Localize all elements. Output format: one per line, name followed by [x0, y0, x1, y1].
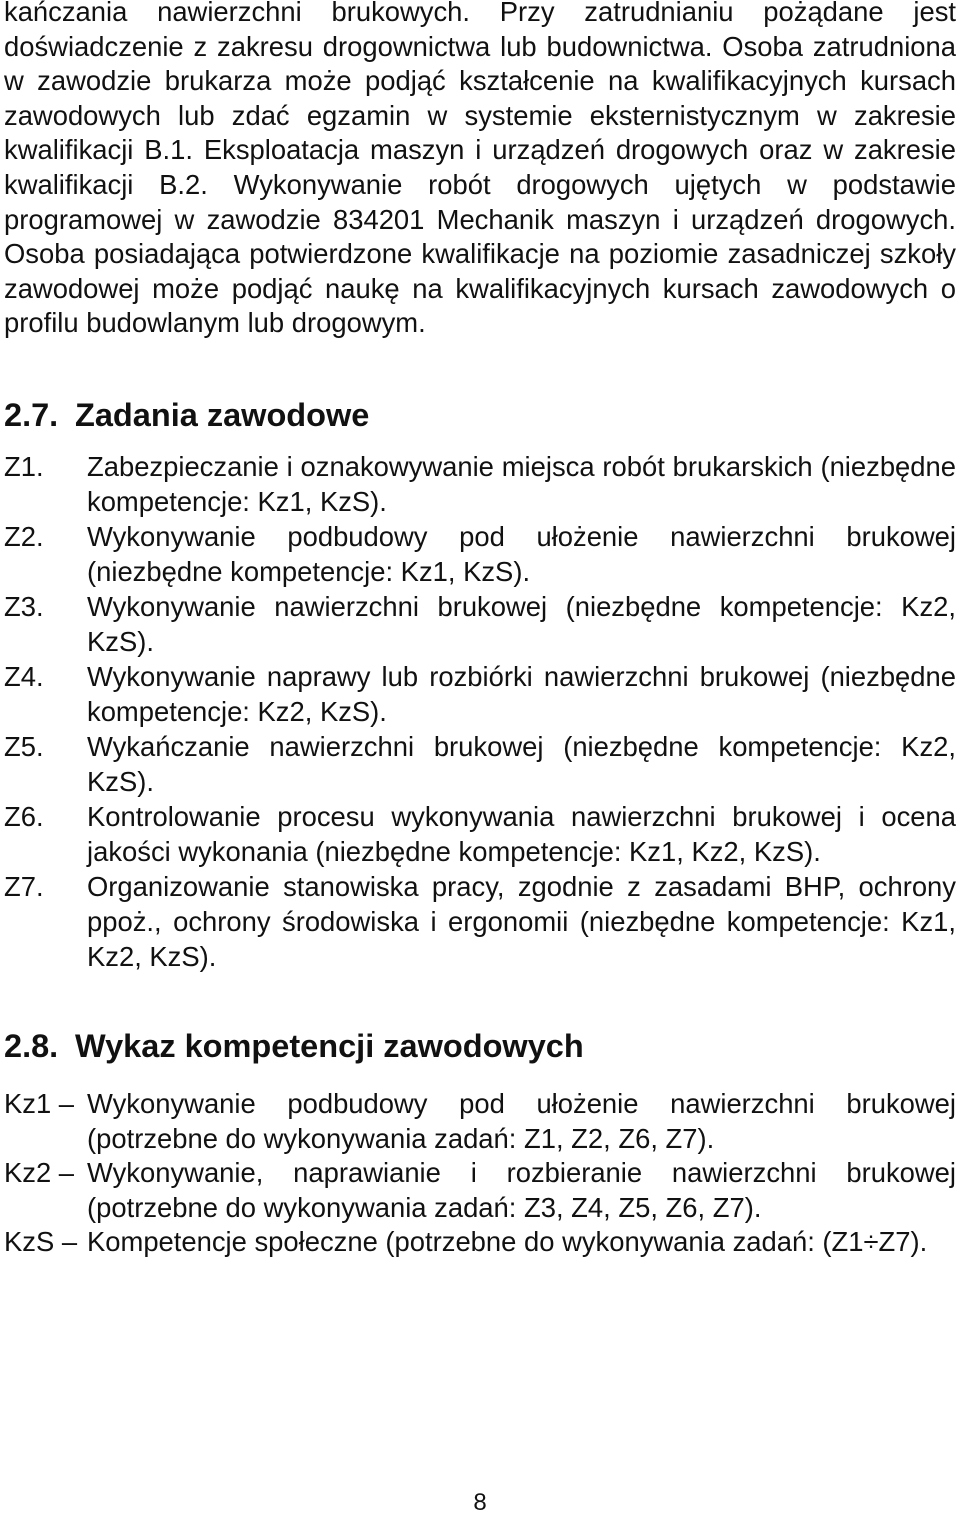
task-item [4, 660, 956, 729]
task-text: Organizowanie stanowiska pracy, zgodnie z zasadami BHP, ochrony ppoż., ochrony środowiska i ergonomii (niezbędne kompetencje: Kz1, Kz2, KzS). [87, 871, 956, 972]
competency-text: Wykonywanie podbudowy pod ułożenie nawierzchni brukowej (potrzebne do wykonywania zadań: Z1, Z2, Z6, Z7). [87, 1088, 956, 1154]
competency-code: Kz1 – [4, 1088, 75, 1119]
page-number: 8 [473, 1489, 487, 1516]
competency-code: Kz2 – [4, 1157, 75, 1189]
section-title: Zadania zawodowe [75, 397, 370, 433]
task-text: Wykonywanie nawierzchni brukowej (niezbędne kompetencje: Kz2, KzS). [87, 591, 956, 657]
section-heading-2-7 [4, 395, 369, 435]
competency-text: Wykonywanie, naprawianie i rozbieranie nawierzchni brukowej (potrzebne do wykonywania zadań: Z3, Z4, Z5, Z6, Z7). [87, 1157, 956, 1223]
competency-list [4, 1087, 956, 1260]
section-number: 2.7. [4, 397, 59, 433]
task-code: Z3. [4, 591, 44, 623]
task-text: Kontrolowanie procesu wykonywania nawierzchni brukowej i ocena jakości wykonania (niezbędne kompetencje: Kz1, Kz2, KzS). [87, 801, 956, 867]
task-text: Wykonywanie naprawy lub rozbiórki nawierzchni brukowej (niezbędne kompetencje: Kz2, KzS). [87, 661, 956, 727]
task-code: Z4. [4, 661, 44, 693]
task-item [4, 590, 956, 659]
task-item [4, 450, 956, 519]
section-title: Wykaz kompetencji zawodowych [75, 1028, 584, 1064]
competency-text: Kompetencje społeczne (potrzebne do wykonywania zadań: (Z1÷Z7). [87, 1226, 928, 1258]
task-code: Z5. [4, 731, 44, 763]
task-item [4, 520, 956, 589]
competency-code: KzS – [4, 1226, 78, 1258]
task-code: Z1. [4, 451, 44, 482]
section-number: 2.8. [4, 1028, 59, 1064]
task-text: Zabezpieczanie i oznakowywanie miejsca robót brukarskich (niezbędne kompetencje: Kz1, KzS). [87, 451, 956, 517]
task-item [4, 870, 956, 974]
competency-item [4, 1225, 956, 1260]
intro-paragraph: kańczania nawierzchni brukowych. Przy zatrudnianiu pożądane jest doświadczenie z zakresu drogownictwa lub budownictwa. Osoba zatrudniona w zawodzie brukarza może podjąć kształcenie na kwalifikacyjnych kursach zawodowych lub zdać egzamin w systemie eksternistycznym w zakresie kwalifikacji B.1. Eksploatacja maszyn i urządzeń drogowych oraz w zakresie kwalifikacji B.2. Wykonywanie robót drogowych ujętych w podstawie programowej w zawodzie 834201 Mechanik maszyn i urządzeń drogowych. Osoba posiadająca potwierdzone kwalifikacje na poziomie zasadniczej szkoły zawodowej może podjąć naukę na kwalifikacyjnych kursach zawodowych o profilu budowlanym lub drogowym. [4, 0, 956, 339]
competency-item [4, 1087, 956, 1156]
task-text: Wykańczanie nawierzchni brukowej (niezbędne kompetencje: Kz2, KzS). [87, 731, 956, 797]
section-heading-2-8 [4, 1026, 584, 1066]
competency-item [4, 1156, 956, 1225]
task-item [4, 800, 956, 869]
task-list [4, 450, 956, 975]
task-code: Z6. [4, 801, 44, 833]
task-code: Z7. [4, 871, 44, 903]
task-text: Wykonywanie podbudowy pod ułożenie nawierzchni brukowej (niezbędne kompetencje: Kz1, KzS). [87, 521, 956, 587]
task-code: Z2. [4, 521, 44, 553]
task-item [4, 730, 956, 799]
